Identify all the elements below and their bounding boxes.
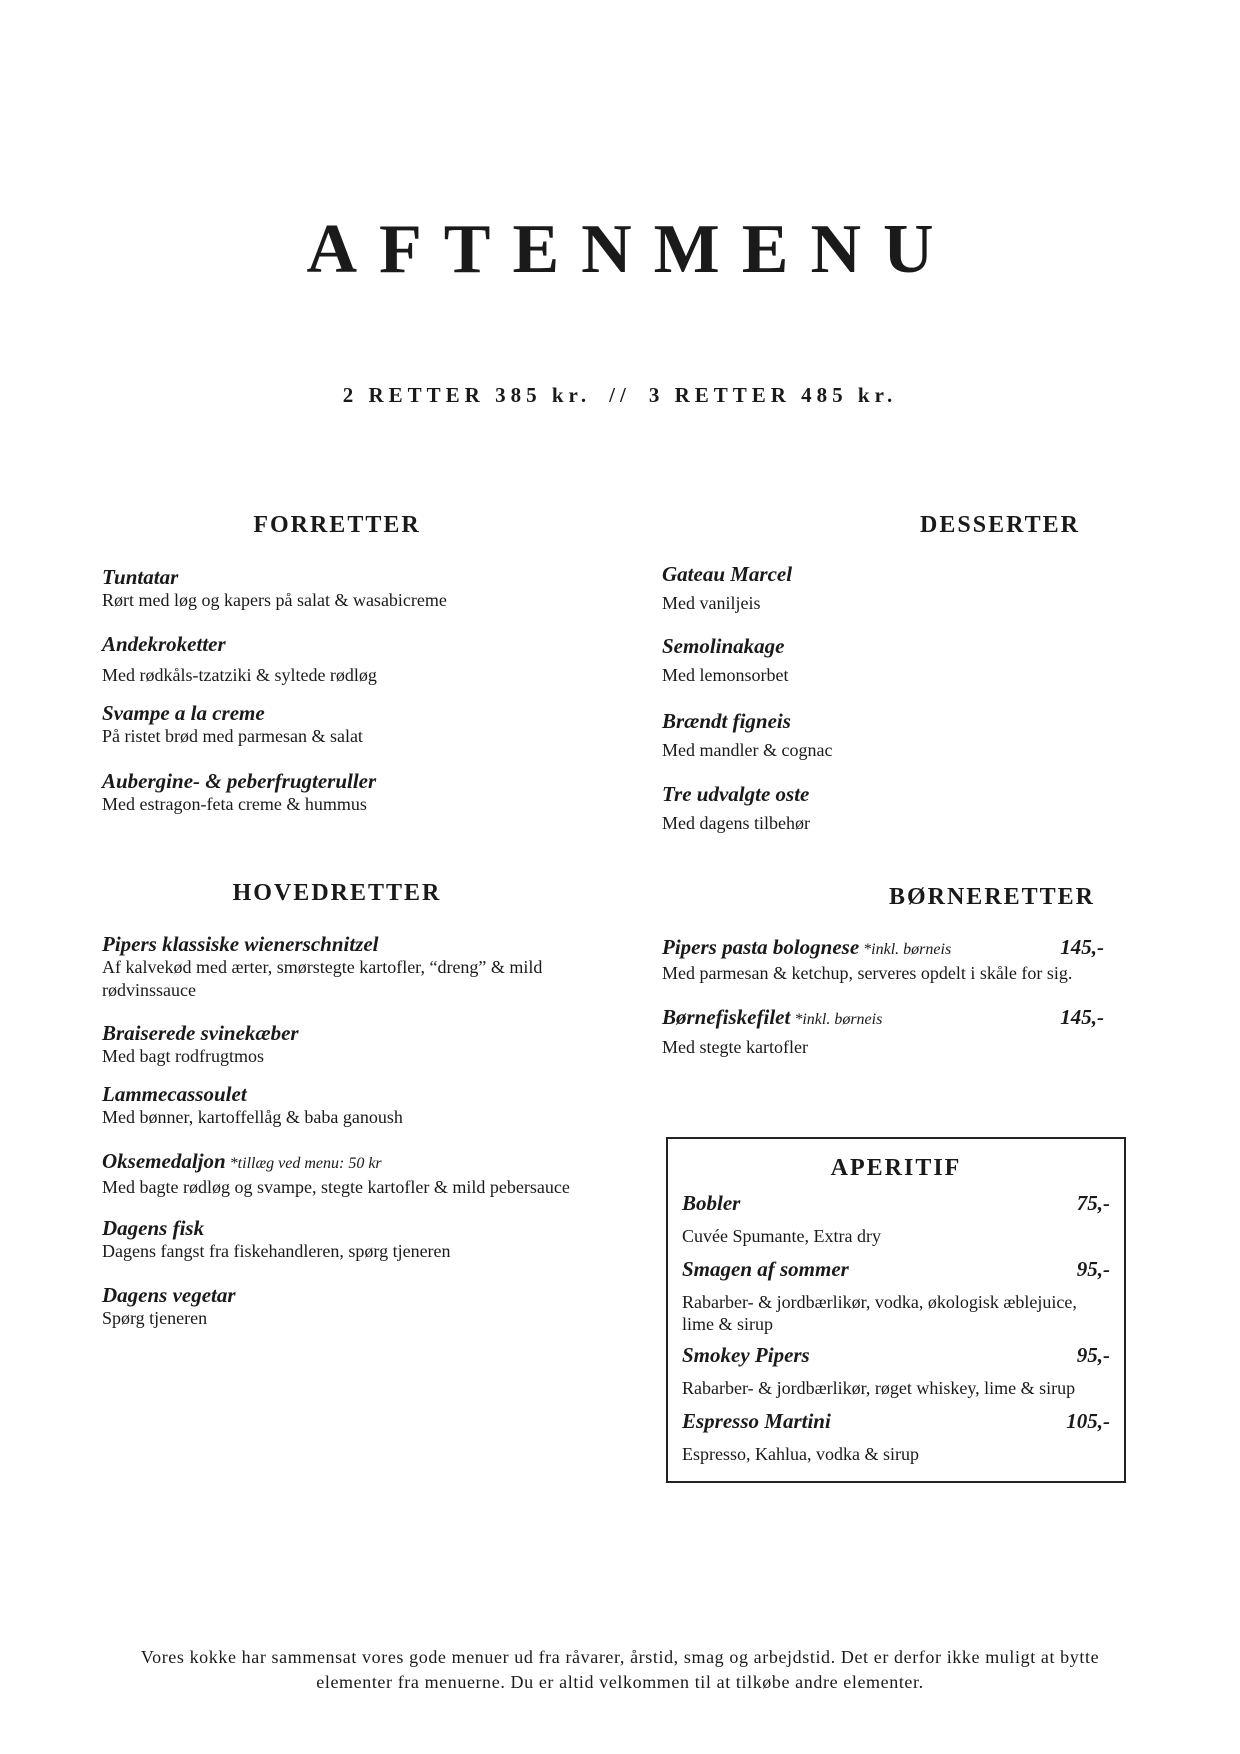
item-name: Espresso Martini (682, 1409, 831, 1433)
item-price: 145,- (1060, 935, 1104, 959)
item-description: Spørg tjeneren (102, 1308, 208, 1328)
item-name: Braiserede svinekæber (102, 1021, 299, 1045)
item-description: Med bagt rodfrugtmos (102, 1046, 264, 1066)
aperitif-item (682, 1257, 1110, 1335)
starter-item (102, 701, 592, 748)
starter-item (102, 769, 592, 816)
item-price: 95,- (1076, 1343, 1110, 1367)
item-name-line (662, 1005, 1104, 1032)
item-name: Børnefiskefilet (662, 1005, 791, 1029)
item-name: Tuntatar (102, 565, 179, 589)
item-description: Med lemonsorbet (662, 665, 789, 685)
kids-item (662, 1005, 1104, 1059)
item-description: Af kalvekød med ærter, smørstegte kartofler, “dreng” & mild rødvinssauce (102, 957, 543, 1000)
kids-item (662, 935, 1104, 985)
item-note: *tillæg ved menu: 50 kr (229, 1155, 382, 1172)
item-name: Tre udvalgte oste (662, 782, 810, 806)
dessert-item (662, 709, 1122, 762)
item-name: Bobler (682, 1191, 741, 1215)
item-price: 145,- (1060, 1005, 1104, 1029)
forretter-heading: FORRETTER (253, 512, 421, 538)
item-name: Dagens vegetar (102, 1283, 236, 1307)
item-name: Pipers pasta bolognese (662, 935, 860, 959)
item-note: *inkl. børneis (863, 941, 952, 958)
item-description: Med rødkåls-tzatziki & syltede rødløg (102, 665, 377, 685)
item-description: Rabarber- & jordbærlikør, røget whiskey, lime & sirup (682, 1378, 1076, 1398)
item-price: 105,- (1066, 1409, 1110, 1433)
main-item (102, 1082, 622, 1129)
starter-item (102, 632, 592, 687)
item-name-line (662, 935, 1104, 962)
item-description: Med bagte rødløg og svampe, stegte kartofler & mild pebersauce (102, 1177, 570, 1197)
item-name: Andekroketter (102, 632, 226, 656)
dessert-item (662, 782, 1122, 835)
three-course-price: 3 RETTER 485 kr. (648, 383, 898, 407)
item-description: På ristet brød med parmesan & salat (102, 726, 363, 746)
item-description: Rabarber- & jordbærlikør, vodka, økologisk æblejuice, lime & sirup (682, 1292, 1077, 1334)
footer-line: Vores kokke har sammensat vores gode menuer ud fra råvarer, årstid, smag og arbejdstid. Det er derfor ikke muligt at bytte (140, 1647, 1100, 1667)
main-item (102, 1283, 622, 1330)
item-description: Dagens fangst fra fiskehandleren, spørg tjeneren (102, 1241, 451, 1261)
item-name: Dagens fisk (102, 1216, 205, 1240)
dessert-item (662, 562, 1122, 615)
item-description: Med stegte kartofler (662, 1037, 808, 1057)
item-name: Svampe a la creme (102, 701, 265, 725)
item-name: Lammecassoulet (102, 1082, 247, 1106)
hovedretter-heading: HOVEDRETTER (232, 880, 442, 906)
two-course-price: 2 RETTER 385 kr. (342, 383, 592, 407)
aperitif-heading: APERITIF (830, 1155, 962, 1181)
item-name: Pipers klassiske wienerschnitzel (102, 932, 379, 956)
menu-prices (0, 383, 1240, 408)
item-note: *inkl. børneis (794, 1011, 883, 1028)
dessert-item (662, 634, 1122, 687)
item-name: Smokey Pipers (682, 1343, 810, 1367)
item-description: Cuvée Spumante, Extra dry (682, 1226, 881, 1246)
item-name: Oksemedaljon (102, 1149, 226, 1173)
aperitif-item (682, 1409, 1110, 1465)
main-item (102, 932, 622, 1002)
footer-line: elementer fra menuerne. Du er altid velkommen til at tilkøbe andre elementer. (316, 1672, 924, 1692)
item-name: Brændt figneis (662, 709, 791, 733)
item-description: Med bønner, kartoffellåg & baba ganoush (102, 1107, 403, 1127)
item-name: Semolinakage (662, 634, 785, 658)
item-description: Espresso, Kahlua, vodka & sirup (682, 1444, 919, 1464)
starter-item (102, 565, 592, 612)
item-description: Med parmesan & ketchup, serveres opdelt i skåle for sig. (662, 963, 1073, 983)
item-description: Rørt med løg og kapers på salat & wasabicreme (102, 590, 447, 610)
item-price: 95,- (1076, 1257, 1110, 1281)
item-description: Med vaniljeis (662, 593, 761, 613)
footer-note (100, 1645, 1140, 1695)
main-item (102, 1149, 642, 1199)
item-name-line (102, 1149, 642, 1176)
desserter-heading: DESSERTER (920, 512, 1080, 538)
aperitif-box (666, 1137, 1126, 1483)
item-description: Med dagens tilbehør (662, 813, 810, 833)
aperitif-item (682, 1343, 1110, 1399)
aperitif-item (682, 1191, 1110, 1247)
main-item (102, 1021, 622, 1068)
item-name: Smagen af sommer (682, 1257, 849, 1281)
item-name: Gateau Marcel (662, 562, 793, 586)
page-title: AFTENMENU (306, 211, 956, 288)
item-name: Aubergine- & peberfrugteruller (102, 769, 377, 793)
price-separator: // (609, 383, 631, 407)
item-price: 75,- (1076, 1191, 1110, 1215)
borneretter-heading: BØRNERETTER (888, 884, 1096, 910)
item-description: Med estragon-feta creme & hummus (102, 794, 367, 814)
item-description: Med mandler & cognac (662, 740, 833, 760)
main-item (102, 1216, 622, 1263)
